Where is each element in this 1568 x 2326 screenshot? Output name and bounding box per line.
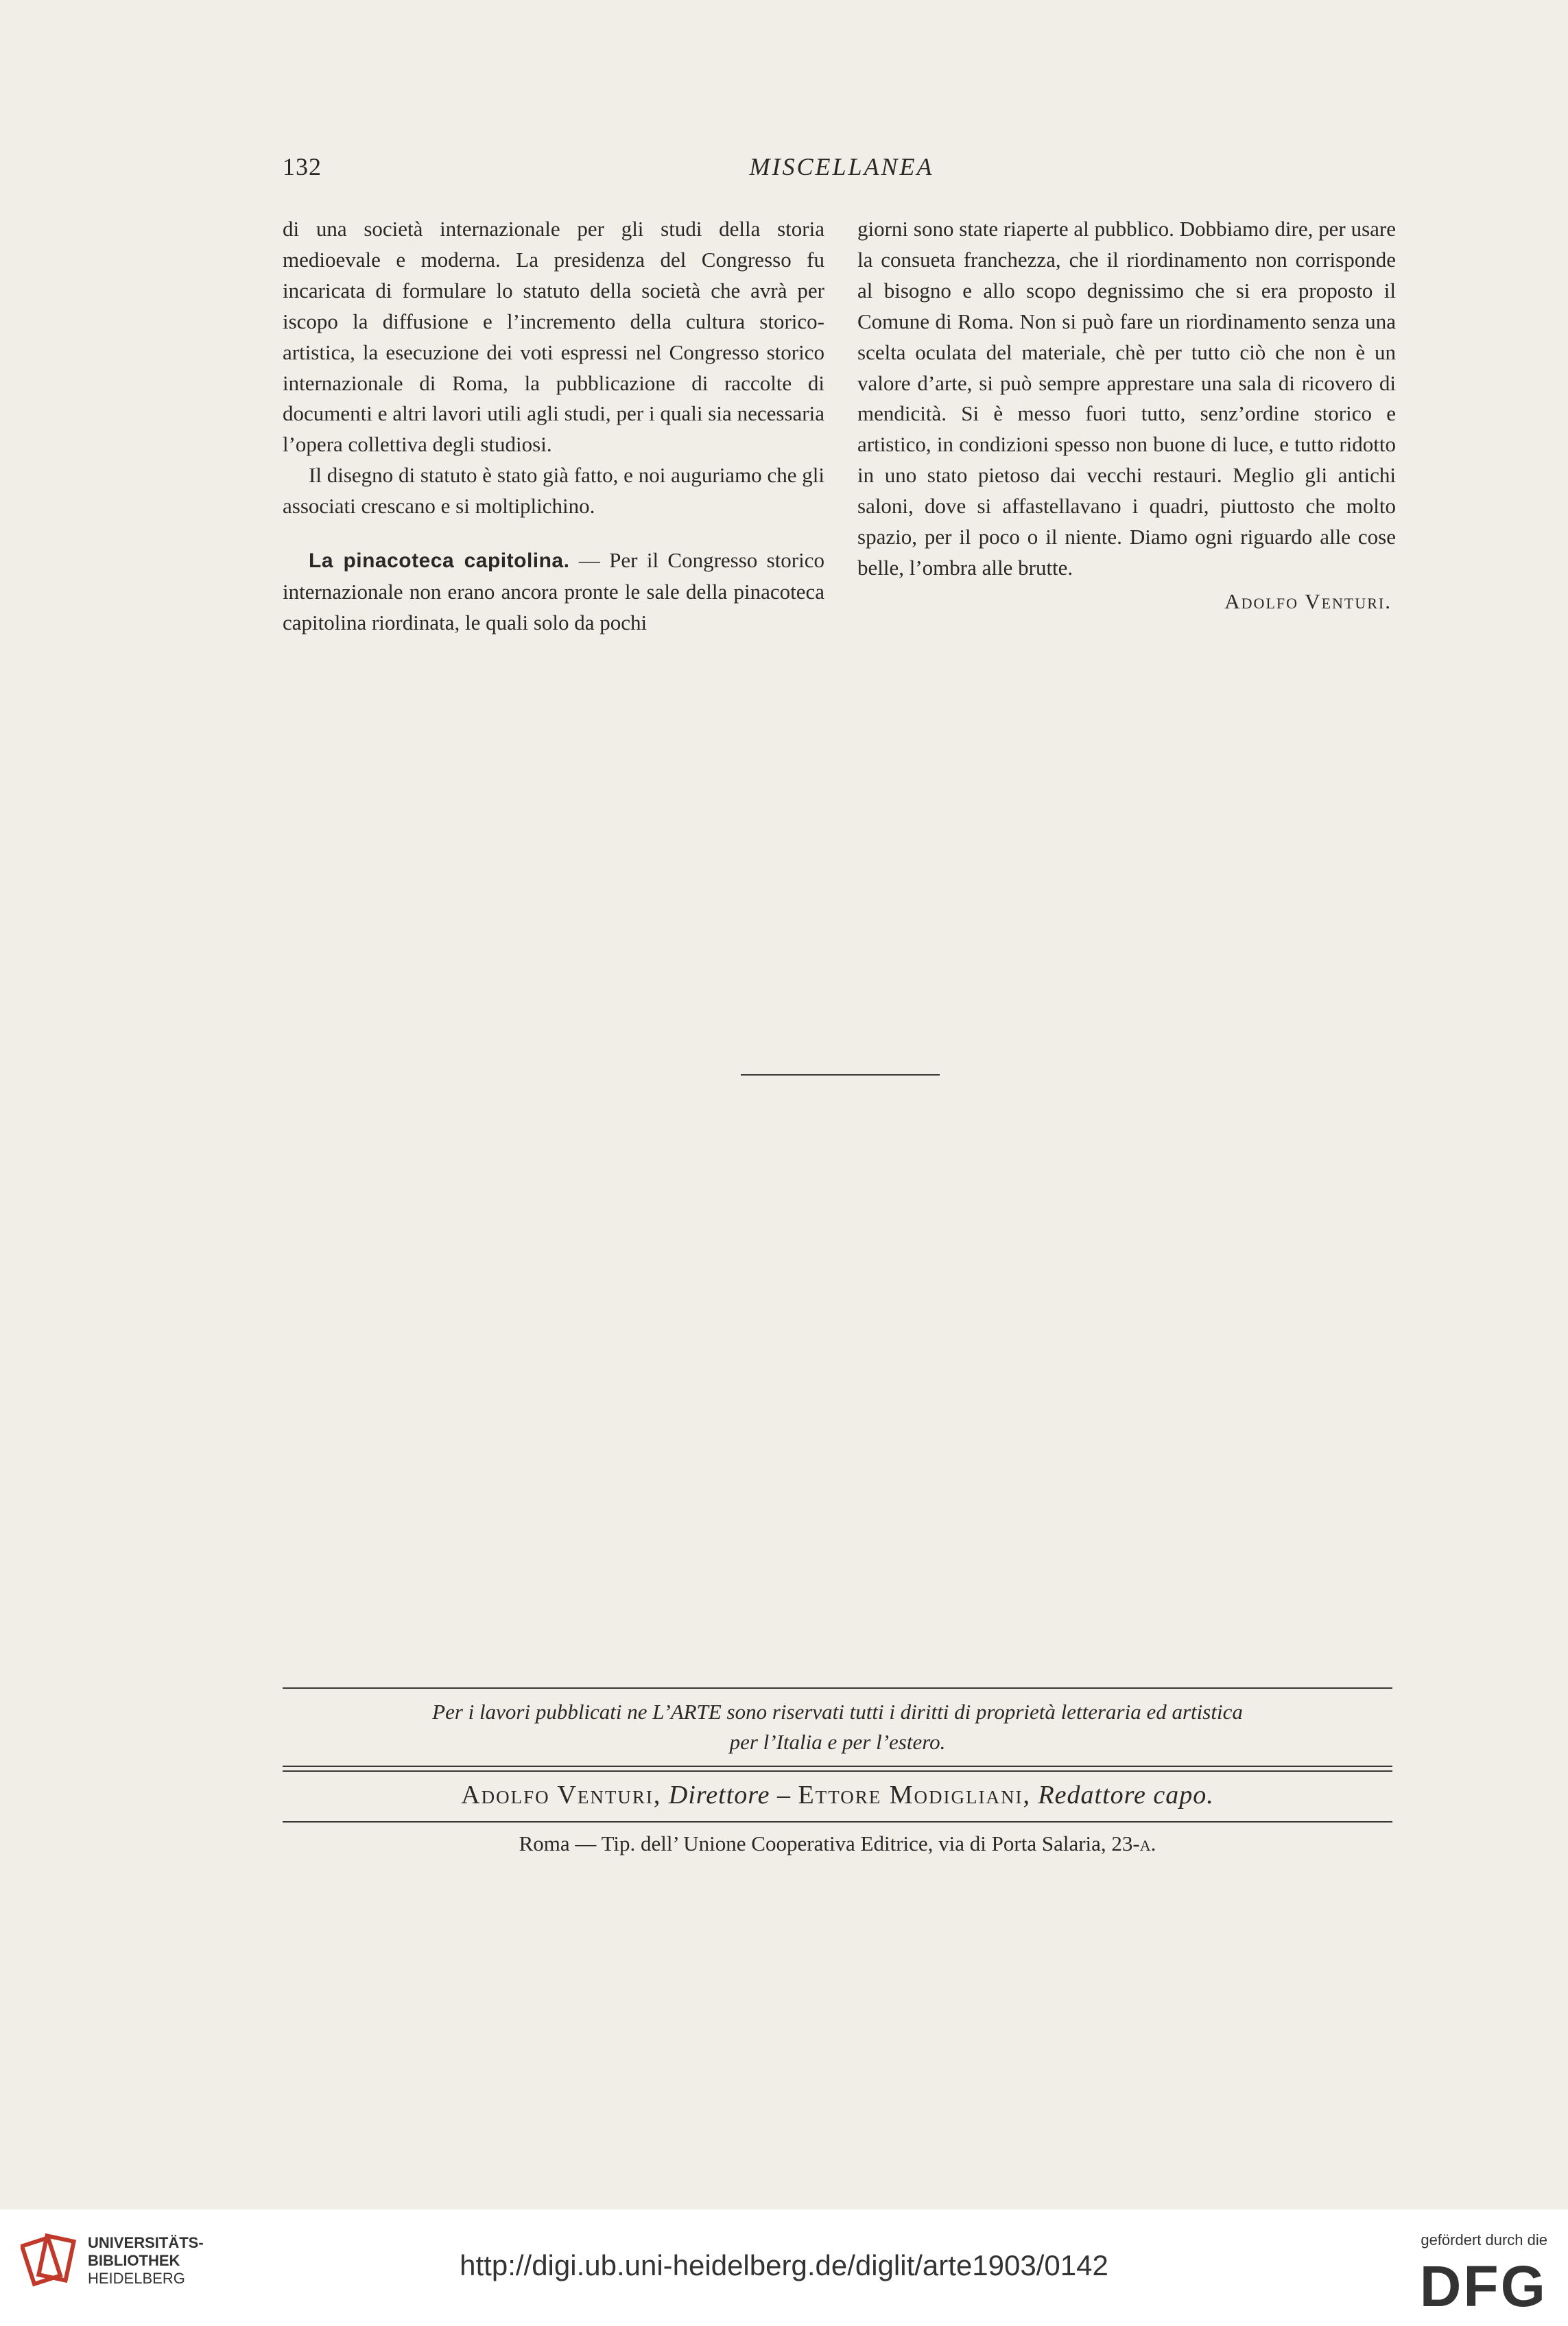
permalink-url[interactable]: http://digi.ub.uni-heidelberg.de/diglit/arte1903/0142 (460, 2249, 1108, 2281)
editors-line (283, 1776, 1392, 1814)
rule (283, 1821, 1392, 1823)
section-paragraph (283, 545, 824, 639)
paragraph: giorni sono state riaperte al pubblico. Dobbiamo dire, per usare la consueta franchezza, che il riordinamento non corrisponde al bisogno e allo scopo degnissimo che si era proposto il Comune di Roma. Non si può fare un riordinamento senza una scelta oculata del materiale, chè per tutto ciò che non è un valore d’arte, si può sempre apprestare una sala di ricovero di mendicità. Si è messo fuori tutto, senz’ordine storico e artistico, in condizioni spesso non buone di luce, e tutto ridotto in uno stato pietoso dai vecchi restauri. Meglio gli antichi saloni, dove si affastellavano i quadri, piuttosto che molto spazio, per il poco o il niente. Diamo ogni riguardo alle cose belle, l’ombra alle brutte. (857, 217, 1396, 580)
separator: – (777, 1781, 791, 1809)
rule (283, 1687, 1392, 1689)
printer-period: . (1150, 1831, 1156, 1855)
rights-notice (283, 1697, 1392, 1757)
left-column (283, 214, 824, 639)
dfg-logo-icon: DFG (1419, 2254, 1547, 2318)
rights-line: per l’Italia e per l’estero. (729, 1730, 946, 1754)
page-header (283, 152, 1401, 193)
imprint-block (283, 1687, 1392, 1860)
funding-caption: gefördert durch die (1421, 2231, 1547, 2248)
director-role: Direttore (668, 1781, 770, 1809)
editor-name: Ettore Modigliani, (798, 1781, 1031, 1809)
editor-role: Redattore capo. (1038, 1781, 1214, 1809)
printer-suffix: a (1139, 1831, 1151, 1855)
running-title: MISCELLANEA (749, 153, 934, 180)
page-number: 132 (283, 153, 322, 180)
library-name-line: HEIDELBERG (88, 2270, 185, 2287)
printer-text: Roma — Tip. dell’ Unione Cooperativa Editrice, via di Porta Salaria, 23- (519, 1831, 1140, 1855)
digitization-footer (0, 2209, 1568, 2326)
section-heading: La pinacoteca capitolina. (309, 549, 570, 573)
director-name: Adolfo Venturi, (461, 1781, 662, 1809)
library-name-line: UNIVERSITÄTS- (88, 2234, 204, 2251)
section-text: — Per il Congresso storico internazionale non erano ancora pronte le sale della pinacoteca capitolina riordinata, le quali solo da pochi (283, 548, 825, 634)
author-signature: Adolfo Venturi. (1224, 589, 1392, 613)
printer-line (283, 1828, 1392, 1860)
library-name-line: BIBLIOTHEK (88, 2252, 180, 2269)
rights-line: Per i lavori pubblicati ne L’ARTE sono riservati tutti i diritti di proprietà letteraria ed artistica (432, 1700, 1243, 1724)
right-column (857, 214, 1396, 617)
paragraph: Il disegno di statuto è stato già fatto, e noi auguriamo che gli associati crescano e si moltiplichino. (283, 463, 824, 519)
section-divider (741, 1074, 940, 1076)
double-rule (283, 1766, 1392, 1772)
paragraph: di una società internazionale per gli studi della storia medioevale e moderna. La presidenza del Congresso fu incaricata di formulare lo statuto della società che avrà per iscopo la diffusione e l’incremento della cultura storico-artistica, la esecuzione dei voti espressi nel Congresso storico internazionale di Roma, la pubblicazione di raccolte di documenti e altri lavori utili agli studi, per i quali sia necessaria l’opera collettiva degli studiosi. (283, 217, 824, 457)
